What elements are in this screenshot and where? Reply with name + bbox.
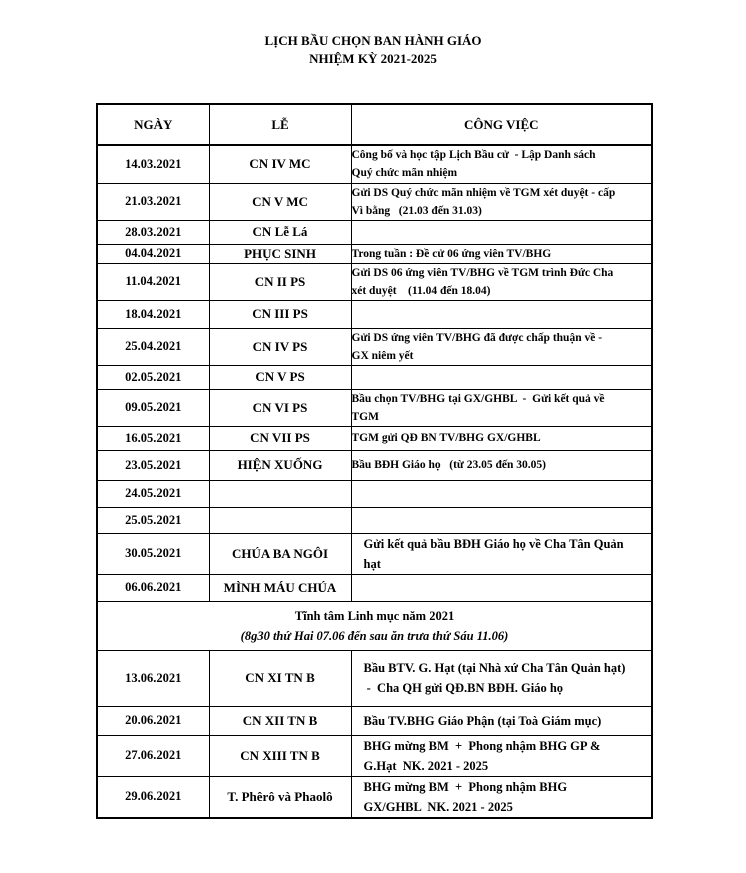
feast-cell: CN XII TN B [209,706,351,735]
work-line: Gửi DS Quý chức mãn nhiệm về TGM xét duyệt - cấp [351,186,616,199]
work-line: Bầu BĐH Giáo họ (từ 23.05 đến 30.05) [351,459,546,471]
work-cell [351,145,652,183]
header-work: CÔNG VIỆC [351,104,652,145]
work-cell [351,480,652,507]
feast-cell: CN Lễ Lá [209,220,351,244]
work-cell [351,244,652,263]
work-line: Công bố và học tập Lịch Bầu cử - Lập Danh sách [351,149,596,162]
work-cell [351,735,652,776]
work-line: Bầu chọn TV/BHG tại GX/GHBL - Gửi kết quả về [351,392,605,405]
table-row [97,426,652,450]
work-cell [351,389,652,426]
header-feast: LỄ [209,104,351,145]
work-cell [351,300,652,328]
work-line: Vì bằng (21.03 đến 31.03) [351,204,482,217]
table-row [97,574,652,601]
retreat-time: (8g30 thứ Hai 07.06 đến sau ăn trưa thứ Sáu 11.06) [240,628,509,643]
table-row [97,263,652,300]
feast-cell: HIỆN XUỐNG [209,450,351,480]
table-row [97,480,652,507]
work-line: TGM [351,410,379,423]
feast-cell: MÌNH MÁU CHÚA [209,574,351,601]
feast-cell: CN V PS [209,365,351,389]
date-cell: 25.05.2021 [97,507,209,533]
table-row [97,145,652,183]
work-line: Quý chức mãn nhiệm [351,167,458,180]
work-line: GX niêm yết [351,349,414,362]
work-cell [351,426,652,450]
date-cell: 18.04.2021 [97,300,209,328]
feast-cell: CN IV PS [209,328,351,365]
work-line: Bầu BTV. G. Hạt (tại Nhà xứ Cha Tân Quản hạt) [363,661,626,675]
date-cell: 30.05.2021 [97,533,209,574]
work-cell [351,220,652,244]
table-row [97,389,652,426]
work-cell [351,533,652,574]
table-row [97,735,652,776]
document-subtitle: NHIỆM KỲ 2021-2025 [309,51,437,66]
work-cell [351,263,652,300]
work-line: xét duyệt (11.04 đến 18.04) [351,284,491,297]
work-line: G.Hạt NK. 2021 - 2025 [363,758,489,773]
feast-cell: CN III PS [209,300,351,328]
work-line: Bầu TV.BHG Giáo Phận (tại Toà Giám mục) [363,713,602,728]
date-cell: 06.06.2021 [97,574,209,601]
schedule-table [96,103,653,819]
retreat-title: Tĩnh tâm Linh mục năm 2021 [294,608,455,623]
feast-cell [209,480,351,507]
table-row [97,300,652,328]
date-cell: 25.04.2021 [97,328,209,365]
feast-cell: CN II PS [209,263,351,300]
table-row [97,220,652,244]
work-line: - Cha QH gửi QĐ.BN BĐH. Giáo họ [363,681,564,695]
work-cell [351,365,652,389]
date-cell: 13.06.2021 [97,650,209,706]
table-row [97,507,652,533]
feast-cell: CN IV MC [209,145,351,183]
work-cell [351,507,652,533]
work-line: BHG mừng BM + Phong nhậm BHG [363,779,568,794]
retreat-cell [97,601,652,650]
work-cell [351,706,652,735]
work-line: hạt [363,556,381,571]
table-row [97,450,652,480]
date-cell: 24.05.2021 [97,480,209,507]
work-line: Gửi DS 06 ứng viên TV/BHG về TGM trình Đức Cha [351,266,614,279]
table-row [97,244,652,263]
table-row [97,328,652,365]
feast-cell: T. Phêrô và Phaolô [209,776,351,818]
work-cell [351,450,652,480]
feast-cell: CHÚA BA NGÔI [209,533,351,574]
date-cell: 09.05.2021 [97,389,209,426]
feast-cell: CN XI TN B [209,650,351,706]
work-cell [351,183,652,220]
date-cell: 21.03.2021 [97,183,209,220]
work-cell [351,574,652,601]
date-cell: 14.03.2021 [97,145,209,183]
date-cell: 16.05.2021 [97,426,209,450]
feast-cell: CN V MC [209,183,351,220]
table-row [97,533,652,574]
work-cell [351,650,652,706]
work-line: Gửi kết quả bầu BĐH Giáo họ về Cha Tân Quản [363,536,624,551]
feast-cell [209,507,351,533]
date-cell: 29.06.2021 [97,776,209,818]
work-line: Trong tuần : Đề cử 06 ứng viên TV/BHG [351,247,552,260]
work-cell [351,328,652,365]
work-line: TGM gửi QĐ BN TV/BHG GX/GHBL [351,432,541,444]
work-line: GX/GHBL NK. 2021 - 2025 [363,799,513,814]
work-line: Gửi DS ứng viên TV/BHG đã được chấp thuận về - [351,331,603,344]
date-cell: 28.03.2021 [97,220,209,244]
document-title: LỊCH BẦU CHỌN BAN HÀNH GIÁO [264,33,482,48]
work-line: BHG mừng BM + Phong nhậm BHG GP & [363,738,601,753]
feast-cell: CN XIII TN B [209,735,351,776]
date-cell: 27.06.2021 [97,735,209,776]
date-cell: 23.05.2021 [97,450,209,480]
table-row [97,365,652,389]
table-row [97,706,652,735]
work-cell [351,776,652,818]
feast-cell: CN VI PS [209,389,351,426]
table-row [97,183,652,220]
feast-cell: PHỤC SINH [209,244,351,263]
date-cell: 20.06.2021 [97,706,209,735]
table-row [97,650,652,706]
feast-cell: CN VII PS [209,426,351,450]
date-cell: 02.05.2021 [97,365,209,389]
table-row [97,776,652,818]
date-cell: 11.04.2021 [97,263,209,300]
table-header-row [97,104,652,145]
date-cell: 04.04.2021 [97,244,209,263]
table-row [97,601,652,650]
header-date: NGÀY [97,104,209,145]
